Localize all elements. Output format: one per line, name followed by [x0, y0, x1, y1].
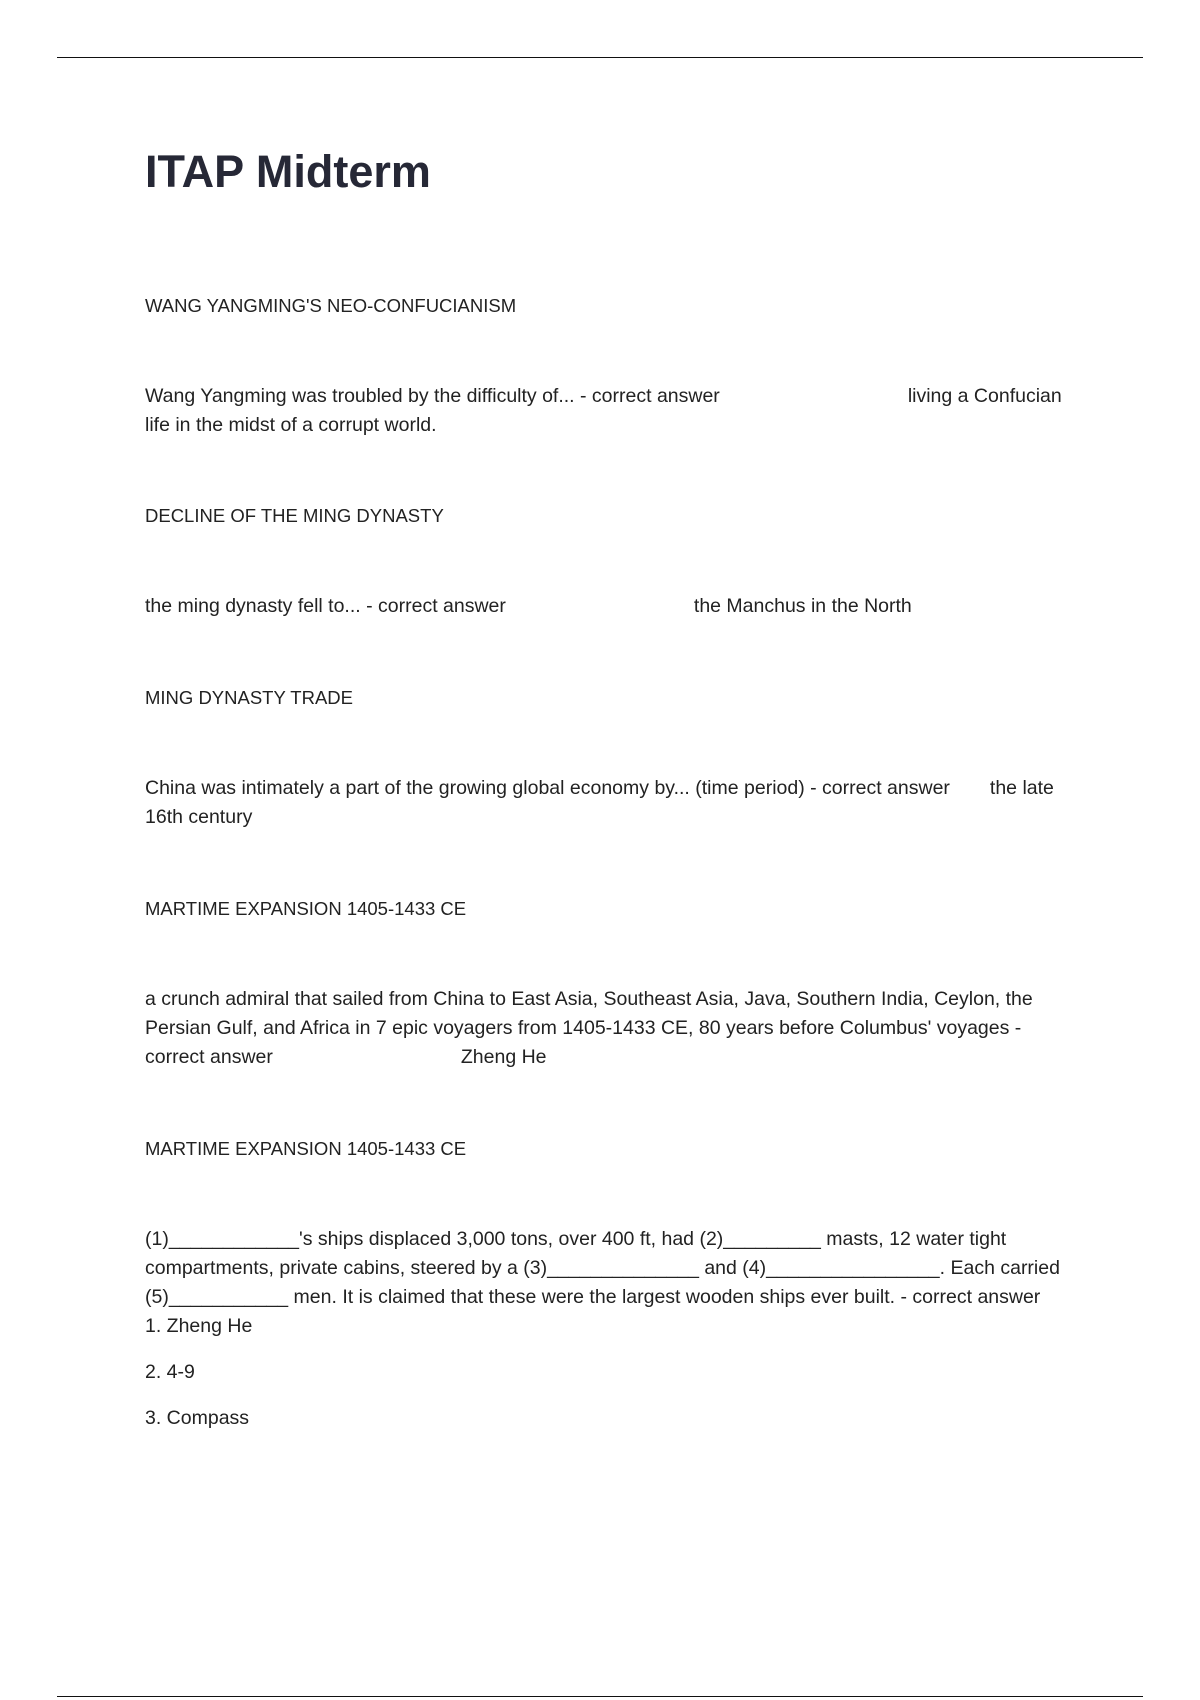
card-heading: MARTIME EXPANSION 1405-1433 CE	[145, 1138, 467, 1159]
card-question: China was intimately a part of the growing global economy by... (time period) - correct answer	[145, 777, 950, 799]
card-heading: MING DYNASTY TRADE	[145, 687, 353, 708]
card-qa	[145, 1225, 1075, 1312]
card-answer: living a Confucian life in the midst of a corrupt world.	[145, 385, 1062, 436]
card-answer: the late 16th century	[145, 777, 1054, 828]
card-qa	[145, 985, 1075, 1072]
card-qa	[145, 774, 1075, 832]
answer-item: 1. Zheng He	[145, 1315, 253, 1337]
answer-list	[145, 1312, 252, 1450]
card-answer: the Manchus in the North	[693, 595, 912, 617]
card-question: the ming dynasty fell to... - correct answer	[145, 595, 506, 617]
document-title: ITAP Midterm	[145, 146, 431, 197]
answer-item: 2. 4-9	[145, 1361, 195, 1383]
card-qa	[145, 382, 1075, 440]
card-question: (1)____________'s ships displaced 3,000 tons, over 400 ft, had (2)_________ masts, 12 water tight compartments, private cabins, steered by a (3)______________ and (4)________________. Each carried (5)___________ men. It is claimed that these were the largest wooden ships ever built. - correct answer	[145, 1228, 1060, 1308]
top-rule	[57, 57, 1143, 58]
card-heading: DECLINE OF THE MING DYNASTY	[145, 505, 444, 526]
card-qa	[145, 592, 1075, 621]
card-heading: MARTIME EXPANSION 1405-1433 CE	[145, 898, 467, 919]
answer-item: 3. Compass	[145, 1407, 250, 1429]
card-heading: WANG YANGMING'S NEO-CONFUCIANISM	[145, 295, 517, 316]
card-question: a crunch admiral that sailed from China to East Asia, Southeast Asia, Java, Southern India, Ceylon, the Persian Gulf, and Africa in 7 epic voyagers from 1405-1433 CE, 80 years before Columbus' voyages - correct answer	[145, 988, 1033, 1068]
card-answer: Zheng He	[460, 1046, 547, 1068]
bottom-rule	[57, 1696, 1143, 1697]
card-question: Wang Yangming was troubled by the difficulty of... - correct answer	[145, 385, 720, 407]
